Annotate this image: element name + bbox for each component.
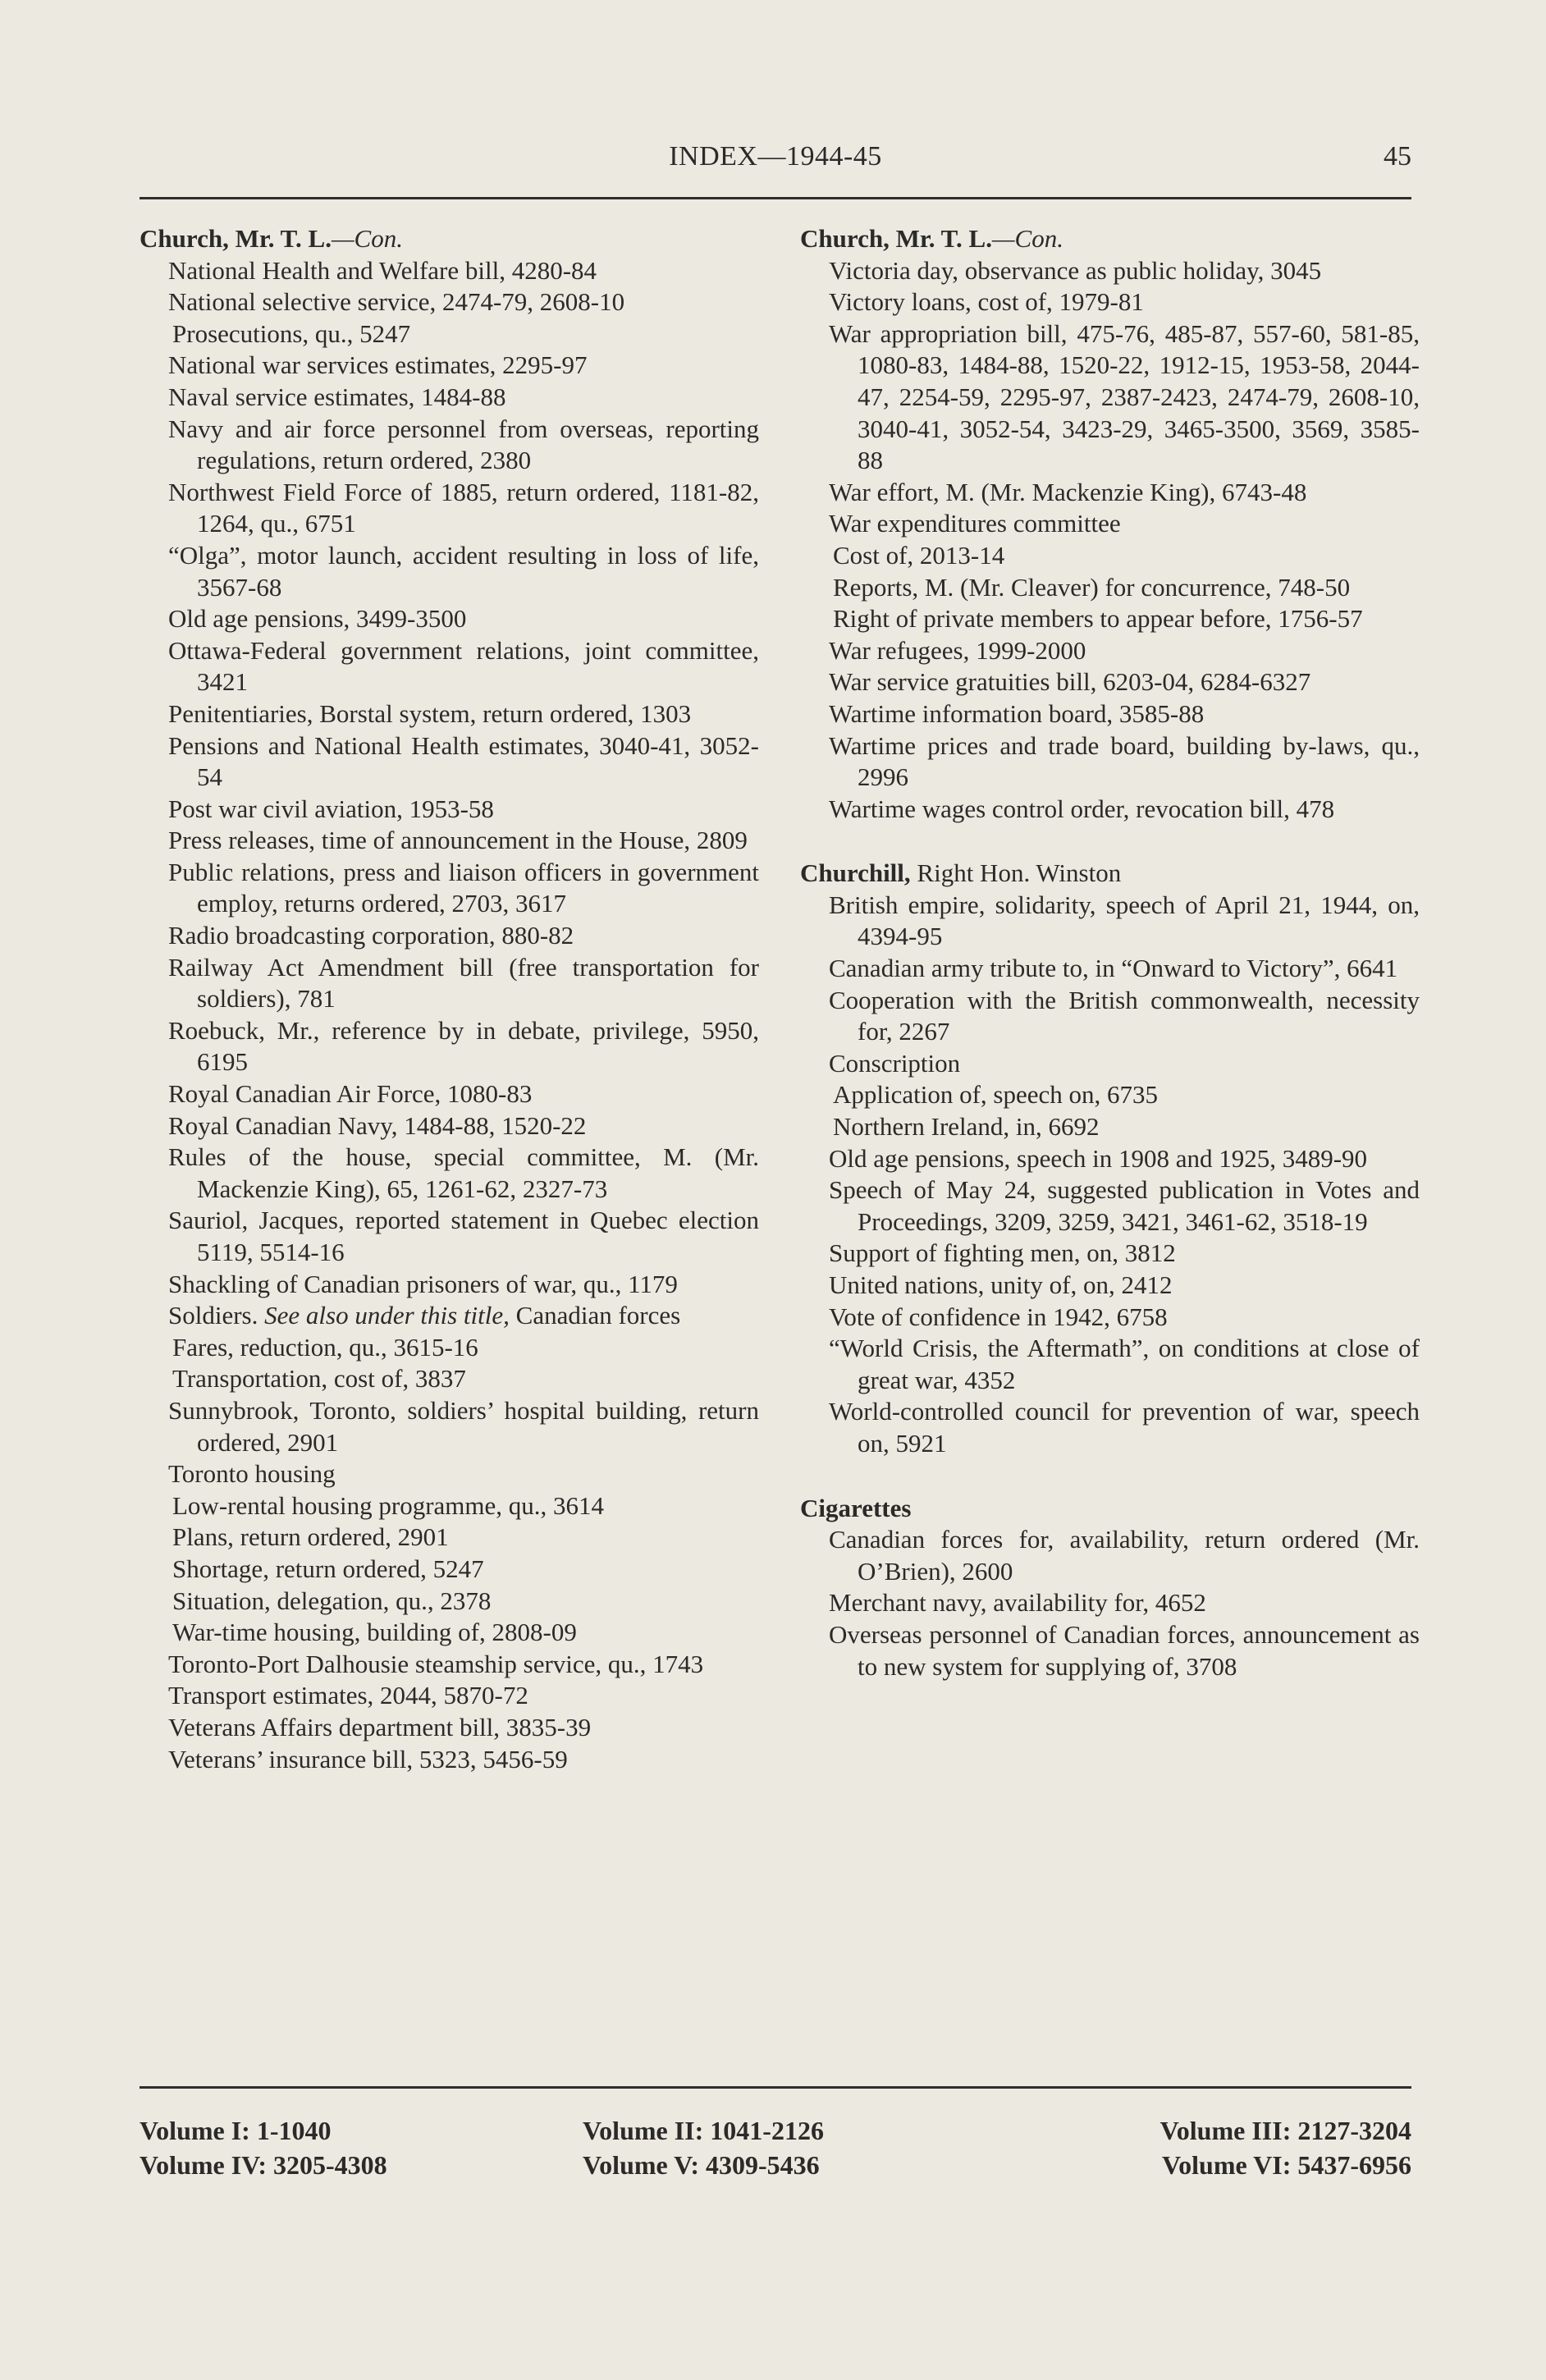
heading-name: Church, Mr. T. L. [800, 224, 992, 253]
volume-range: Volume IV: 3205-4308 [140, 2150, 387, 2180]
index-entry-soldiers [140, 1300, 759, 1332]
index-entry: British empire, solidarity, speech of April 21, 1944, on, 4394-95 [829, 890, 1420, 951]
index-entry: Victory loans, cost of, 1979-81 [829, 287, 1144, 317]
index-subentry: Low-rental housing programme, qu., 3614 [172, 1490, 605, 1520]
page-number: 45 [1384, 141, 1411, 172]
heading-name-rest: Right Hon. Winston [917, 858, 1122, 888]
index-entry: Roebuck, Mr., reference by in debate, privilege, 5950, 6195 [168, 1015, 759, 1077]
index-entry: Transport estimates, 2044, 5870-72 [168, 1681, 528, 1710]
volume-range: Volume VI: 5437-6956 [1161, 2150, 1411, 2180]
index-entry: War refugees, 1999-2000 [829, 635, 1086, 665]
left-column [140, 223, 759, 1775]
index-entry: War effort, M. (Mr. Mackenzie King), 6743-48 [829, 477, 1307, 506]
index-entry: Wartime wages control order, revocation bill, 478 [829, 794, 1335, 823]
index-entry: Wartime information board, 3585-88 [829, 698, 1205, 728]
index-entry: Conscription [829, 1048, 961, 1078]
index-entry: Toronto housing [168, 1459, 336, 1489]
heading-suffix: —Con. [991, 224, 1063, 253]
index-subentry: Fares, reduction, qu., 3615-16 [172, 1332, 478, 1362]
index-subentry: Northern Ireland, in, 6692 [833, 1112, 1100, 1142]
index-entry: Toronto-Port Dalhousie steamship service, qu., 1743 [168, 1649, 704, 1678]
heading-name: Church, Mr. T. L. [140, 224, 332, 253]
index-entry: Sunnybrook, Toronto, soldiers’ hospital building, return ordered, 2901 [168, 1395, 759, 1457]
index-subentry: Shortage, return ordered, 5247 [172, 1554, 484, 1583]
footer-rule [140, 2086, 1411, 2089]
index-subentry: Cost of, 2013-14 [833, 540, 1005, 570]
index-entry: Vote of confidence in 1942, 6758 [829, 1302, 1168, 1331]
index-heading-churchill [800, 858, 1420, 890]
right-column [800, 223, 1420, 1682]
index-subentry: Reports, M. (Mr. Cleaver) for concurrence, 748-50 [833, 572, 1351, 602]
index-entry: National war services estimates, 2295-97 [168, 350, 588, 380]
index-entry: Navy and air force personnel from overseas, reporting regulations, return ordered, 2380 [168, 414, 759, 475]
index-entry: Post war civil aviation, 1953-58 [168, 794, 494, 823]
index-entry: Northwest Field Force of 1885, return ordered, 1181-82, 1264, qu., 6751 [168, 477, 759, 538]
index-entry: “Olga”, motor launch, accident resulting in loss of life, 3567-68 [168, 540, 759, 602]
index-entry: Canadian forces for, availability, return ordered (Mr. O’Brien), 2600 [829, 1525, 1420, 1586]
index-entry: Cooperation with the British commonwealth, necessity for, 2267 [829, 985, 1420, 1046]
index-entry: Old age pensions, 3499-3500 [168, 604, 467, 634]
index-heading-cigarettes: Cigarettes [800, 1493, 912, 1522]
index-subentry: Right of private members to appear before, 1756-57 [833, 604, 1363, 634]
index-entry: Rules of the house, special committee, M. (Mr. Mackenzie King), 65, 1261-62, 2327-73 [168, 1142, 759, 1203]
index-entry: Royal Canadian Air Force, 1080-83 [168, 1079, 533, 1109]
index-entry: Overseas personnel of Canadian forces, announcement as to new system for supplying of, 3708 [829, 1619, 1420, 1681]
volume-range: Volume III: 2127-3204 [1160, 2116, 1411, 2145]
index-subentry: Transportation, cost of, 3837 [172, 1364, 466, 1394]
index-entry: “World Crisis, the Aftermath”, on conditions at close of great war, 4352 [829, 1334, 1420, 1394]
heading-suffix: —Con. [331, 224, 403, 253]
index-entry: Speech of May 24, suggested publication in Votes and Proceedings, 3209, 3259, 3421, 3461-62, 3518-19 [829, 1175, 1420, 1236]
index-entry: Railway Act Amendment bill (free transportation for soldiers), 781 [168, 952, 759, 1014]
index-entry: Penitentiaries, Borstal system, return ordered, 1303 [168, 698, 692, 728]
index-entry: World-controlled council for prevention of war, speech on, 5921 [829, 1397, 1420, 1458]
running-title: INDEX—1944-45 [669, 141, 882, 172]
index-entry: Pensions and National Health estimates, 3040-41, 3052-54 [168, 730, 759, 792]
index-entry: Victoria day, observance as public holiday, 3045 [829, 255, 1322, 285]
volume-range: Volume II: 1041-2126 [583, 2116, 824, 2145]
index-entry: War service gratuities bill, 6203-04, 6284-6327 [829, 667, 1311, 697]
index-entry: War expenditures committee [829, 509, 1121, 538]
index-entry: Merchant navy, availability for, 4652 [829, 1588, 1206, 1618]
index-subentry: Prosecutions, qu., 5247 [172, 318, 411, 348]
index-entry: Sauriol, Jacques, reported statement in Quebec election 5119, 5514-16 [168, 1206, 759, 1266]
index-entry: National selective service, 2474-79, 2608-10 [168, 287, 625, 317]
index-entry: War appropriation bill, 475-76, 485-87, 557-60, 581-85, 1080-83, 1484-88, 1520-22, 1912-15, 1953-58, 2044-47, 2254-59, 2295-97, 2387-2423, 2474-79, 2608-10, 3040-41, 3052-54, 3423-29, 3465-3500, 3569, 3585-88 [829, 318, 1420, 475]
soldiers-term: Soldiers. [168, 1301, 258, 1330]
header-rule [140, 197, 1411, 199]
index-entry: Canadian army tribute to, in “Onward to Victory”, 6641 [829, 954, 1398, 983]
index-heading [140, 223, 759, 255]
index-entry: Press releases, time of announcement in the House, 2809 [168, 826, 748, 855]
index-entry: Naval service estimates, 1484-88 [168, 382, 506, 411]
see-also-reference: See also under this title, [264, 1301, 510, 1330]
heading-name: Churchill, [800, 858, 911, 888]
volume-range: Volume I: 1-1040 [140, 2116, 332, 2145]
index-subentry: Situation, delegation, qu., 2378 [172, 1586, 492, 1615]
index-entry: Support of fighting men, on, 3812 [829, 1238, 1176, 1268]
index-entry: United nations, unity of, on, 2412 [829, 1270, 1173, 1299]
see-also-target: Canadian forces [515, 1301, 681, 1330]
index-subentry: Application of, speech on, 6735 [833, 1080, 1159, 1110]
index-entry: Radio broadcasting corporation, 880-82 [168, 921, 574, 950]
index-entry: Royal Canadian Navy, 1484-88, 1520-22 [168, 1110, 587, 1140]
volume-key [140, 2113, 1411, 2187]
index-entry: Ottawa-Federal government relations, joint committee, 3421 [168, 635, 759, 697]
index-entry: Public relations, press and liaison officers in government employ, returns ordered, 2703, 3617 [168, 857, 759, 918]
running-head [140, 141, 1411, 182]
index-entry: Wartime prices and trade board, building by-laws, qu., 2996 [829, 730, 1420, 792]
index-entry: Veterans Affairs department bill, 3835-39 [168, 1712, 592, 1742]
index-subentry: War-time housing, building of, 2808-09 [172, 1618, 577, 1647]
index-entry: Veterans’ insurance bill, 5323, 5456-59 [168, 1744, 568, 1774]
volume-range: Volume V: 4309-5436 [583, 2150, 820, 2180]
index-entry: Old age pensions, speech in 1908 and 1925, 3489-90 [829, 1143, 1368, 1173]
index-entry: National Health and Welfare bill, 4280-84 [168, 255, 597, 285]
index-heading [800, 223, 1420, 255]
index-subentry: Plans, return ordered, 2901 [172, 1522, 449, 1552]
index-entry: Shackling of Canadian prisoners of war, qu., 1179 [168, 1269, 678, 1298]
